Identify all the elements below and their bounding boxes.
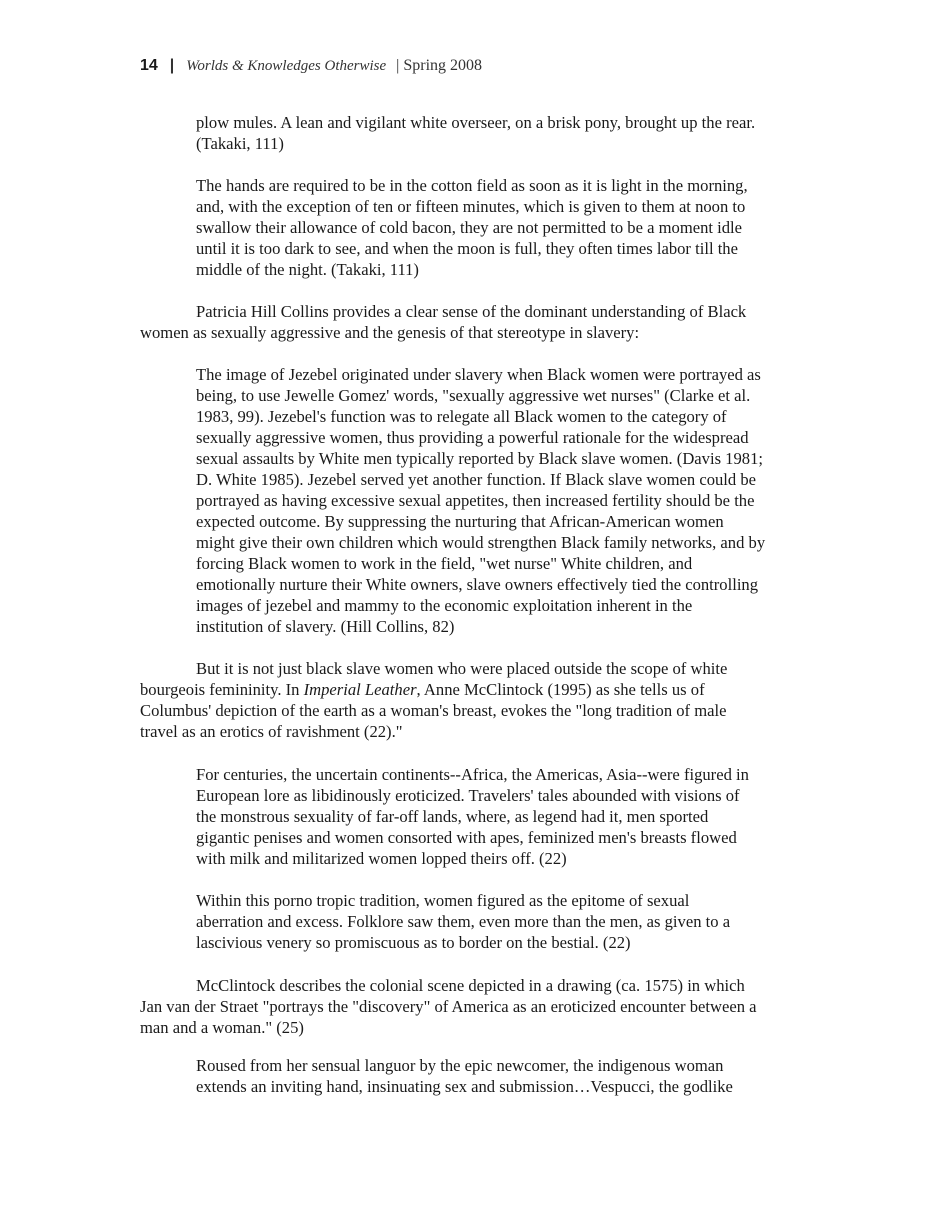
text-line: might give their own children which would strengthen Black family networks, and by	[196, 533, 766, 552]
text-line: the monstrous sexuality of far-off lands, where, as legend had it, men sported	[196, 807, 709, 826]
text-line: But it is not just black slave women who were placed outside the scope of white	[196, 659, 728, 678]
issue-date: Spring 2008	[403, 57, 483, 74]
block-quote-vespucci	[196, 1055, 733, 1097]
text-line: extends an inviting hand, insinuating sex and submission…Vespucci, the godlike	[196, 1077, 733, 1096]
text-line: Roused from her sensual languor by the epic newcomer, the indigenous woman	[196, 1056, 724, 1075]
paragraph-hill-collins	[140, 301, 746, 343]
text-line: travel as an erotics of ravishment (22)."	[140, 722, 403, 741]
text-line: D. White 1985). Jezebel served yet another function. If Black slave women could be	[196, 470, 757, 489]
text-line: and, with the exception of ten or fifteen minutes, which is given to them at noon to	[196, 197, 746, 216]
text-line	[140, 679, 727, 700]
text-line: Patricia Hill Collins provides a clear sense of the dominant understanding of Black	[196, 302, 747, 321]
text-line: European lore as libidinously eroticized. Travelers' tales abounded with visions of	[196, 786, 740, 805]
text-line: with milk and militarized women lopped theirs off. (22)	[196, 849, 567, 868]
header-separator: |	[169, 57, 175, 74]
text-line: plow mules. A lean and vigilant white overseer, on a brisk pony, brought up the rear.	[196, 113, 756, 132]
text-line: sexual assaults by White men typically reported by Black slave women. (Davis 1981;	[196, 449, 763, 468]
text-line: Columbus' depiction of the earth as a woman's breast, evokes the "long tradition of male	[140, 701, 727, 720]
text-line: portrayed as having excessive sexual appetites, then increased fertility should be the	[196, 491, 755, 510]
text-line: emotionally nurture their White owners, slave owners effectively tied the controlling	[196, 575, 759, 594]
text-line: middle of the night. (Takaki, 111)	[196, 260, 419, 279]
text-line-start: bourgeois femininity. In	[140, 680, 304, 699]
block-quote-continents	[196, 764, 749, 869]
text-line: women as sexually aggressive and the genesis of that stereotype in slavery:	[140, 323, 640, 342]
text-line: swallow their allowance of cold bacon, they are not permitted to be a moment idle	[196, 218, 743, 237]
text-line: being, to use Jewelle Gomez' words, "sexually aggressive wet nurses" (Clarke et al.	[196, 386, 751, 405]
text-line: Jan van der Straet "portrays the "discovery" of America as an eroticized encounter between a	[140, 997, 757, 1016]
text-line: images of jezebel and mammy to the economic exploitation inherent in the	[196, 596, 693, 615]
running-header	[140, 56, 482, 76]
block-quote-takaki-2	[196, 175, 748, 280]
paragraph-mcclintock-intro	[140, 658, 727, 742]
text-line: gigantic penises and women consorted with apes, feminized men's breasts flowed	[196, 828, 737, 847]
text-line: (Takaki, 111)	[196, 134, 284, 153]
text-line: lascivious venery so promiscuous as to border on the bestial. (22)	[196, 933, 631, 952]
text-line: institution of slavery. (Hill Collins, 82)	[196, 617, 455, 636]
text-line-rest: , Anne McClintock (1995) as she tells us of	[416, 680, 705, 699]
block-quote-takaki-1	[196, 112, 755, 154]
text-line: The image of Jezebel originated under slavery when Black women were portrayed as	[196, 365, 761, 384]
paragraph-van-der-straet	[140, 975, 757, 1038]
block-quote-porno-tropic	[196, 890, 730, 953]
text-line: until it is too dark to see, and when the moon is full, they often times labor till the	[196, 239, 738, 258]
text-line: The hands are required to be in the cotton field as soon as it is light in the morning,	[196, 176, 748, 195]
text-line: aberration and excess. Folklore saw them, even more than the men, as given to a	[196, 912, 731, 931]
journal-title: Worlds & Knowledges Otherwise	[186, 58, 387, 74]
block-quote-jezebel	[196, 364, 765, 637]
page-number: 14	[140, 57, 158, 74]
text-line: sexually aggressive women, thus providing a powerful rationale for the widespread	[196, 428, 749, 447]
text-line: McClintock describes the colonial scene depicted in a drawing (ca. 1575) in which	[196, 976, 745, 995]
header-separator-2: |	[396, 57, 400, 74]
text-line: expected outcome. By suppressing the nurturing that African-American women	[196, 512, 724, 531]
text-line: man and a woman." (25)	[140, 1018, 304, 1037]
text-line: forcing Black women to work in the field, "wet nurse" White children, and	[196, 554, 693, 573]
text-line: For centuries, the uncertain continents--Africa, the Americas, Asia--were figured in	[196, 765, 749, 784]
text-line: 1983, 99). Jezebel's function was to relegate all Black women to the category of	[196, 407, 727, 426]
book-title: Imperial Leather	[303, 680, 417, 699]
text-line: Within this porno tropic tradition, women figured as the epitome of sexual	[196, 891, 690, 910]
